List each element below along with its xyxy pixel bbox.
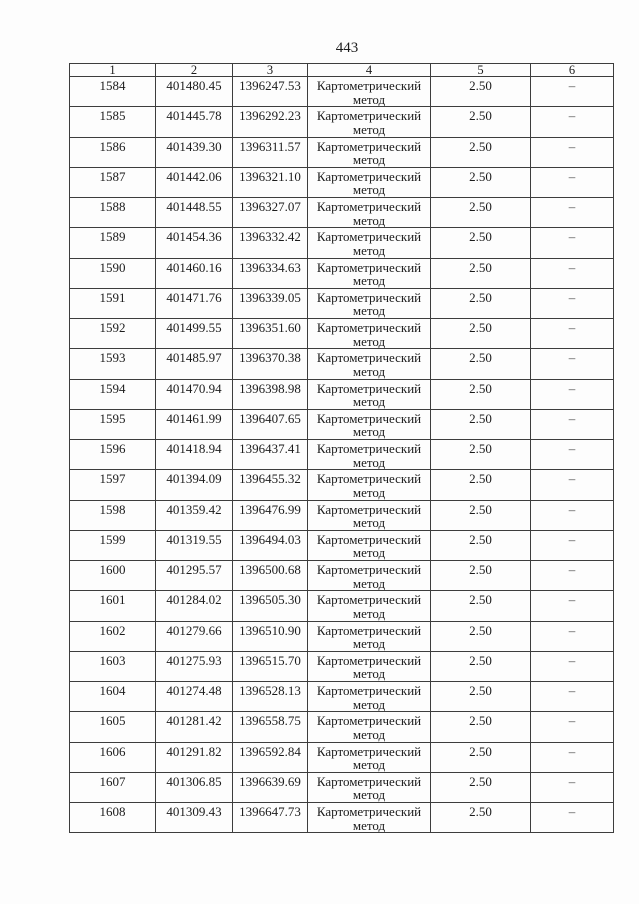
cell-point-number: 1603 — [70, 651, 156, 681]
cell-value-5: 2.50 — [431, 470, 531, 500]
cell-point-number: 1585 — [70, 107, 156, 137]
header-cell-3: 3 — [233, 64, 308, 77]
table-row — [70, 77, 614, 107]
cell-point-number: 1604 — [70, 682, 156, 712]
cell-method: Картометрический метод — [308, 349, 431, 379]
cell-coordinate-3: 1396311.57 — [233, 137, 308, 167]
cell-value-5: 2.50 — [431, 712, 531, 742]
cell-coordinate-3: 1396398.98 — [233, 379, 308, 409]
cell-note: – — [531, 561, 614, 591]
cell-value-5: 2.50 — [431, 651, 531, 681]
table-row — [70, 167, 614, 197]
table-row — [70, 470, 614, 500]
cell-point-number: 1592 — [70, 319, 156, 349]
cell-coordinate-2: 401461.99 — [156, 409, 233, 439]
header-cell-1: 1 — [70, 64, 156, 77]
cell-coordinate-2: 401394.09 — [156, 470, 233, 500]
page-number: 443 — [335, 40, 359, 56]
cell-point-number: 1591 — [70, 288, 156, 318]
cell-note: – — [531, 198, 614, 228]
cell-coordinate-3: 1396647.73 — [233, 803, 308, 833]
cell-note: – — [531, 409, 614, 439]
cell-value-5: 2.50 — [431, 228, 531, 258]
cell-value-5: 2.50 — [431, 409, 531, 439]
cell-note: – — [531, 288, 614, 318]
table-row — [70, 530, 614, 560]
table-row — [70, 591, 614, 621]
cell-point-number: 1608 — [70, 803, 156, 833]
cell-point-number: 1596 — [70, 440, 156, 470]
cell-method: Картометрический метод — [308, 772, 431, 802]
table-row — [70, 651, 614, 681]
cell-note: – — [531, 379, 614, 409]
cell-point-number: 1599 — [70, 530, 156, 560]
cell-coordinate-2: 401309.43 — [156, 803, 233, 833]
table-body — [70, 77, 614, 833]
cell-value-5: 2.50 — [431, 621, 531, 651]
cell-method: Картометрический метод — [308, 742, 431, 772]
cell-method: Картометрический метод — [308, 712, 431, 742]
cell-method: Картометрический метод — [308, 228, 431, 258]
cell-point-number: 1587 — [70, 167, 156, 197]
cell-value-5: 2.50 — [431, 500, 531, 530]
cell-value-5: 2.50 — [431, 258, 531, 288]
cell-value-5: 2.50 — [431, 591, 531, 621]
cell-coordinate-2: 401319.55 — [156, 530, 233, 560]
table-row — [70, 319, 614, 349]
cell-method: Картометрический метод — [308, 137, 431, 167]
cell-value-5: 2.50 — [431, 772, 531, 802]
cell-note: – — [531, 107, 614, 137]
table-header-row — [70, 64, 614, 77]
cell-method: Картометрический метод — [308, 319, 431, 349]
cell-point-number: 1588 — [70, 198, 156, 228]
table-row — [70, 621, 614, 651]
table-row — [70, 137, 614, 167]
cell-coordinate-3: 1396558.75 — [233, 712, 308, 742]
cell-coordinate-3: 1396592.84 — [233, 742, 308, 772]
cell-coordinate-3: 1396510.90 — [233, 621, 308, 651]
cell-note: – — [531, 742, 614, 772]
cell-note: – — [531, 167, 614, 197]
cell-coordinate-3: 1396505.30 — [233, 591, 308, 621]
table-row — [70, 742, 614, 772]
cell-coordinate-2: 401460.16 — [156, 258, 233, 288]
cell-point-number: 1598 — [70, 500, 156, 530]
coordinates-table — [69, 63, 614, 833]
cell-method: Картометрический метод — [308, 500, 431, 530]
cell-value-5: 2.50 — [431, 803, 531, 833]
cell-method: Картометрический метод — [308, 803, 431, 833]
cell-note: – — [531, 470, 614, 500]
cell-method: Картометрический метод — [308, 440, 431, 470]
cell-coordinate-3: 1396437.41 — [233, 440, 308, 470]
cell-value-5: 2.50 — [431, 198, 531, 228]
cell-method: Картометрический метод — [308, 107, 431, 137]
cell-value-5: 2.50 — [431, 561, 531, 591]
cell-coordinate-2: 401284.02 — [156, 591, 233, 621]
cell-coordinate-2: 401485.97 — [156, 349, 233, 379]
cell-method: Картометрический метод — [308, 682, 431, 712]
cell-method: Картометрический метод — [308, 379, 431, 409]
cell-value-5: 2.50 — [431, 107, 531, 137]
table-row — [70, 561, 614, 591]
cell-method: Картометрический метод — [308, 621, 431, 651]
cell-note: – — [531, 530, 614, 560]
table-row — [70, 682, 614, 712]
cell-coordinate-3: 1396476.99 — [233, 500, 308, 530]
cell-coordinate-2: 401471.76 — [156, 288, 233, 318]
cell-coordinate-3: 1396500.68 — [233, 561, 308, 591]
table-row — [70, 198, 614, 228]
cell-coordinate-2: 401499.55 — [156, 319, 233, 349]
cell-point-number: 1606 — [70, 742, 156, 772]
cell-coordinate-3: 1396247.53 — [233, 77, 308, 107]
cell-value-5: 2.50 — [431, 682, 531, 712]
table-row — [70, 258, 614, 288]
table-row — [70, 712, 614, 742]
cell-coordinate-2: 401448.55 — [156, 198, 233, 228]
table-row — [70, 349, 614, 379]
cell-value-5: 2.50 — [431, 530, 531, 560]
cell-point-number: 1600 — [70, 561, 156, 591]
cell-coordinate-3: 1396332.42 — [233, 228, 308, 258]
table-row — [70, 500, 614, 530]
cell-note: – — [531, 651, 614, 681]
cell-value-5: 2.50 — [431, 288, 531, 318]
cell-value-5: 2.50 — [431, 379, 531, 409]
cell-note: – — [531, 712, 614, 742]
cell-coordinate-2: 401291.82 — [156, 742, 233, 772]
cell-method: Картометрический метод — [308, 591, 431, 621]
cell-method: Картометрический метод — [308, 561, 431, 591]
cell-coordinate-2: 401418.94 — [156, 440, 233, 470]
cell-coordinate-2: 401281.42 — [156, 712, 233, 742]
cell-method: Картометрический метод — [308, 470, 431, 500]
cell-coordinate-2: 401359.42 — [156, 500, 233, 530]
cell-note: – — [531, 772, 614, 802]
table-row — [70, 409, 614, 439]
cell-point-number: 1593 — [70, 349, 156, 379]
cell-method: Картометрический метод — [308, 651, 431, 681]
cell-coordinate-3: 1396327.07 — [233, 198, 308, 228]
header-cell-4: 4 — [308, 64, 431, 77]
cell-point-number: 1584 — [70, 77, 156, 107]
cell-coordinate-2: 401274.48 — [156, 682, 233, 712]
cell-point-number: 1594 — [70, 379, 156, 409]
cell-note: – — [531, 591, 614, 621]
cell-coordinate-3: 1396494.03 — [233, 530, 308, 560]
cell-value-5: 2.50 — [431, 742, 531, 772]
cell-method: Картометрический метод — [308, 288, 431, 318]
cell-coordinate-3: 1396339.05 — [233, 288, 308, 318]
cell-coordinate-3: 1396334.63 — [233, 258, 308, 288]
cell-point-number: 1607 — [70, 772, 156, 802]
header-cell-5: 5 — [431, 64, 531, 77]
cell-coordinate-2: 401442.06 — [156, 167, 233, 197]
cell-point-number: 1597 — [70, 470, 156, 500]
cell-value-5: 2.50 — [431, 77, 531, 107]
cell-note: – — [531, 319, 614, 349]
cell-note: – — [531, 258, 614, 288]
cell-point-number: 1590 — [70, 258, 156, 288]
cell-coordinate-3: 1396639.69 — [233, 772, 308, 802]
cell-point-number: 1595 — [70, 409, 156, 439]
cell-coordinate-2: 401470.94 — [156, 379, 233, 409]
cell-coordinate-2: 401439.30 — [156, 137, 233, 167]
table-row — [70, 379, 614, 409]
cell-coordinate-2: 401279.66 — [156, 621, 233, 651]
cell-method: Картометрический метод — [308, 167, 431, 197]
cell-note: – — [531, 803, 614, 833]
cell-coordinate-3: 1396515.70 — [233, 651, 308, 681]
cell-point-number: 1601 — [70, 591, 156, 621]
cell-note: – — [531, 621, 614, 651]
cell-coordinate-3: 1396370.38 — [233, 349, 308, 379]
cell-point-number: 1602 — [70, 621, 156, 651]
cell-point-number: 1589 — [70, 228, 156, 258]
cell-method: Картометрический метод — [308, 530, 431, 560]
cell-coordinate-3: 1396455.32 — [233, 470, 308, 500]
table-row — [70, 772, 614, 802]
cell-value-5: 2.50 — [431, 349, 531, 379]
cell-method: Картометрический метод — [308, 409, 431, 439]
cell-coordinate-2: 401445.78 — [156, 107, 233, 137]
cell-coordinate-2: 401480.45 — [156, 77, 233, 107]
cell-note: – — [531, 682, 614, 712]
cell-note: – — [531, 228, 614, 258]
cell-coordinate-3: 1396351.60 — [233, 319, 308, 349]
table-row — [70, 803, 614, 833]
cell-note: – — [531, 500, 614, 530]
cell-coordinate-3: 1396528.13 — [233, 682, 308, 712]
cell-value-5: 2.50 — [431, 167, 531, 197]
cell-method: Картометрический метод — [308, 258, 431, 288]
cell-note: – — [531, 349, 614, 379]
cell-value-5: 2.50 — [431, 440, 531, 470]
table-row — [70, 228, 614, 258]
cell-method: Картометрический метод — [308, 77, 431, 107]
cell-value-5: 2.50 — [431, 319, 531, 349]
cell-note: – — [531, 77, 614, 107]
table-row — [70, 107, 614, 137]
header-cell-6: 6 — [531, 64, 614, 77]
cell-coordinate-2: 401454.36 — [156, 228, 233, 258]
cell-coordinate-2: 401275.93 — [156, 651, 233, 681]
cell-method: Картометрический метод — [308, 198, 431, 228]
cell-value-5: 2.50 — [431, 137, 531, 167]
cell-coordinate-3: 1396292.23 — [233, 107, 308, 137]
cell-note: – — [531, 440, 614, 470]
table-row — [70, 288, 614, 318]
cell-point-number: 1586 — [70, 137, 156, 167]
header-cell-2: 2 — [156, 64, 233, 77]
cell-note: – — [531, 137, 614, 167]
table-row — [70, 440, 614, 470]
cell-coordinate-2: 401306.85 — [156, 772, 233, 802]
cell-coordinate-2: 401295.57 — [156, 561, 233, 591]
cell-coordinate-3: 1396321.10 — [233, 167, 308, 197]
cell-coordinate-3: 1396407.65 — [233, 409, 308, 439]
cell-point-number: 1605 — [70, 712, 156, 742]
